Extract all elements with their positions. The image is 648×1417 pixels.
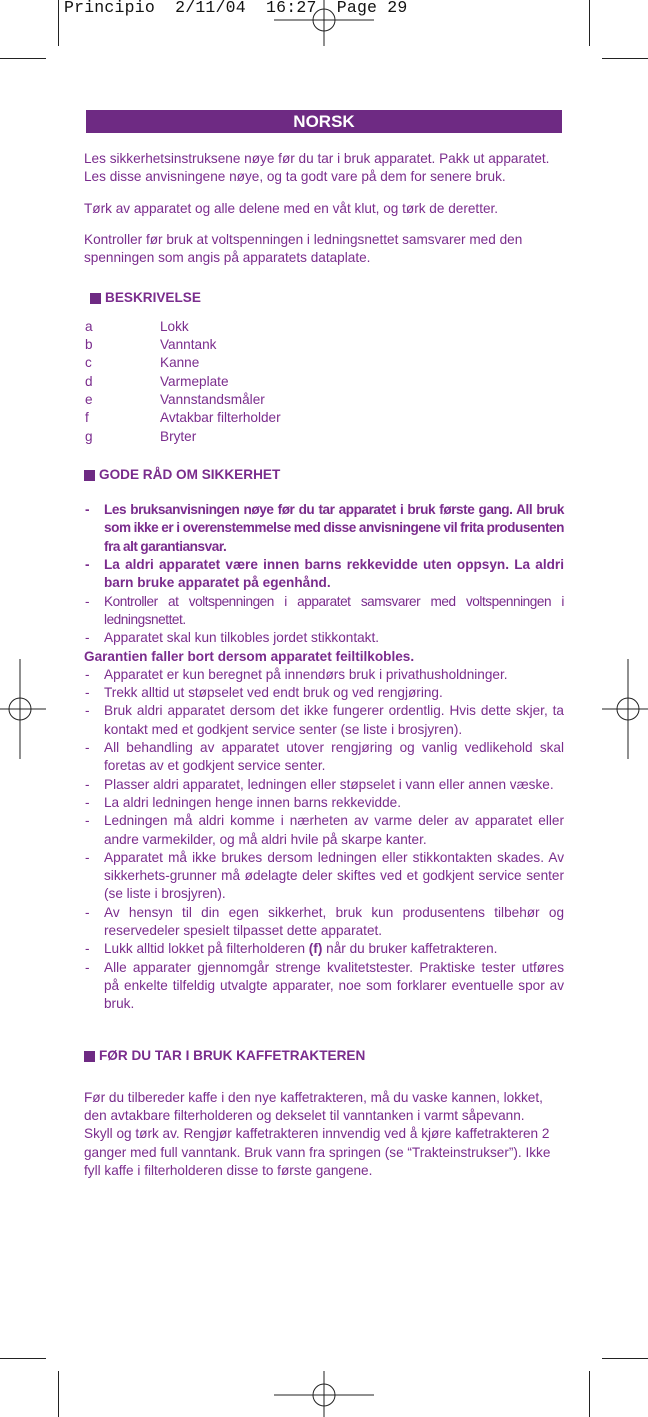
intro-paragraph: Tørk av apparatet og alle delene med en våt klut, og tørk de deretter.: [84, 200, 499, 216]
section-heading-description: BESKRIVELSE: [90, 289, 564, 307]
list-item: - La aldri apparatet være innen barns rekkevidde uten oppsyn. La aldri barn bruke apparatet på egenhånd.: [85, 557, 564, 591]
list-item: b Vanntank: [85, 337, 217, 353]
intro-paragraph: Kontroller før bruk at voltspenningen i ledningsnettet samsvarer med den spenningen som angis på apparatets dataplate.: [84, 231, 523, 266]
list-item: - Alle apparater gjennomgår strenge kvalitetstester. Praktiske tester utføres på enkelte tilfeldig utvalgte apparater, noe som forklarer eventuelle spor av bruk.: [85, 959, 564, 1012]
registration-mark-bottom-icon: [274, 1371, 374, 1417]
section-heading-safety: GODE RÅD OM SIKKERHET: [84, 466, 564, 484]
list-item: - Apparatet skal kun tilkobles jordet stikkontakt.: [85, 630, 380, 646]
list-item: - Lukk alltid lokket på filterholderen (f) når du bruker kaffetrakteren.: [85, 941, 498, 957]
list-item: g Bryter: [85, 428, 197, 444]
registration-mark-left-icon: [0, 659, 46, 759]
square-bullet-icon: [84, 1051, 95, 1062]
square-bullet-icon: [90, 293, 101, 304]
list-item: - Bruk aldri apparatet dersom det ikke fungerer ordentlig. Hvis dette skjer, ta kontakt med et godkjent service senter (se liste i brosjyren).: [85, 703, 564, 737]
safety-list: [84, 666, 564, 1014]
before-use-paragraph: Før du tilbereder kaffe i den nye kaffetrakteren, må du vaske kannen, lokket, den avtakbare filterholderen og dekselet til vanntanken i varmt såpevann.: [84, 1089, 543, 1124]
list-item: - Apparatet må ikke brukes dersom ledningen eller stikkontakten skades. Av sikkerhets-grunner må ødelagte deler skiftes ved et godkjent service senter (se liste i brosjyren).: [85, 849, 564, 902]
square-bullet-icon: [84, 470, 95, 481]
list-item: - Les bruksanvisningen nøye før du tar apparatet i bruk første gang. All bruk som ikke er i overenstemmelse med disse anvisningene vil frita produsenten fra alt garantiansvar.: [85, 502, 564, 554]
before-use-paragraph: Skyll og tørk av. Rengjør kaffetrakteren innvendig ved å kjøre kaffetrakteren 2 ganger med full vanntank. Bruk vann fra springen (se “Trakteinstrukser”). Ikke fyll kaffe i filterholderen disse to første gangene.: [84, 1126, 551, 1178]
list-item: - Av hensyn til din egen sikkerhet, bruk kun produsentens tilbehør og reservedeler spesielt tilpasset dette apparatet.: [85, 904, 564, 938]
list-item: f Avtakbar filterholder: [85, 410, 281, 426]
page-content: [84, 150, 564, 1180]
list-item: - All behandling av apparatet utover rengjøring og vanlig vedlikehold skal foretas av et godkjent service senter.: [85, 740, 564, 774]
registration-mark-top-icon: [274, 0, 374, 46]
list-item: - La aldri ledningen henge innen barns rekkevidde.: [85, 794, 402, 810]
crop-mark: [0, 58, 46, 59]
list-item: a Lokk: [85, 318, 189, 334]
intro-paragraph: Les sikkerhetsinstruksene nøye før du tar i bruk apparatet. Pakk ut apparatet. Les disse anvisningene nøye, og ta godt vare på dem for senere bruk.: [84, 151, 550, 185]
list-item: - Kontroller at voltspenningen i apparatet samsvarer med voltspenningen i ledningsnettet.: [85, 593, 564, 627]
crop-mark: [58, 1371, 59, 1417]
parts-list: [84, 318, 564, 446]
safety-list: [84, 501, 564, 647]
list-item: d Varmeplate: [85, 373, 229, 389]
list-item: - Ledningen må aldri komme i nærheten av varme deler av apparatet eller andre varmekilder, og må aldri hvile på skarpe kanter.: [85, 813, 564, 847]
crop-mark: [602, 1358, 648, 1359]
crop-mark: [602, 58, 648, 59]
list-item: - Apparatet er kun beregnet på innendørs bruk i privathusholdninger.: [85, 666, 508, 682]
crop-mark: [589, 1371, 590, 1417]
crop-mark: [58, 0, 59, 46]
list-item: - Plasser aldri apparatet, ledningen eller støpselet i vann eller annen væske.: [85, 776, 554, 792]
list-item: - Trekk alltid ut støpselet ved endt bruk og ved rengjøring.: [85, 685, 443, 701]
warranty-note: Garantien faller bort dersom apparatet feiltilkobles.: [84, 648, 415, 664]
crop-mark: [0, 1358, 46, 1359]
list-item: c Kanne: [85, 355, 200, 371]
section-heading-before-use: FØR DU TAR I BRUK KAFFETRAKTEREN: [84, 1047, 564, 1065]
list-item: e Vannstandsmåler: [85, 391, 265, 407]
language-title: NORSK: [86, 110, 562, 133]
crop-mark: [589, 0, 590, 46]
print-slug: Principio 2/11/04 16:27 Page 29: [64, 0, 408, 17]
registration-mark-right-icon: [602, 659, 648, 759]
